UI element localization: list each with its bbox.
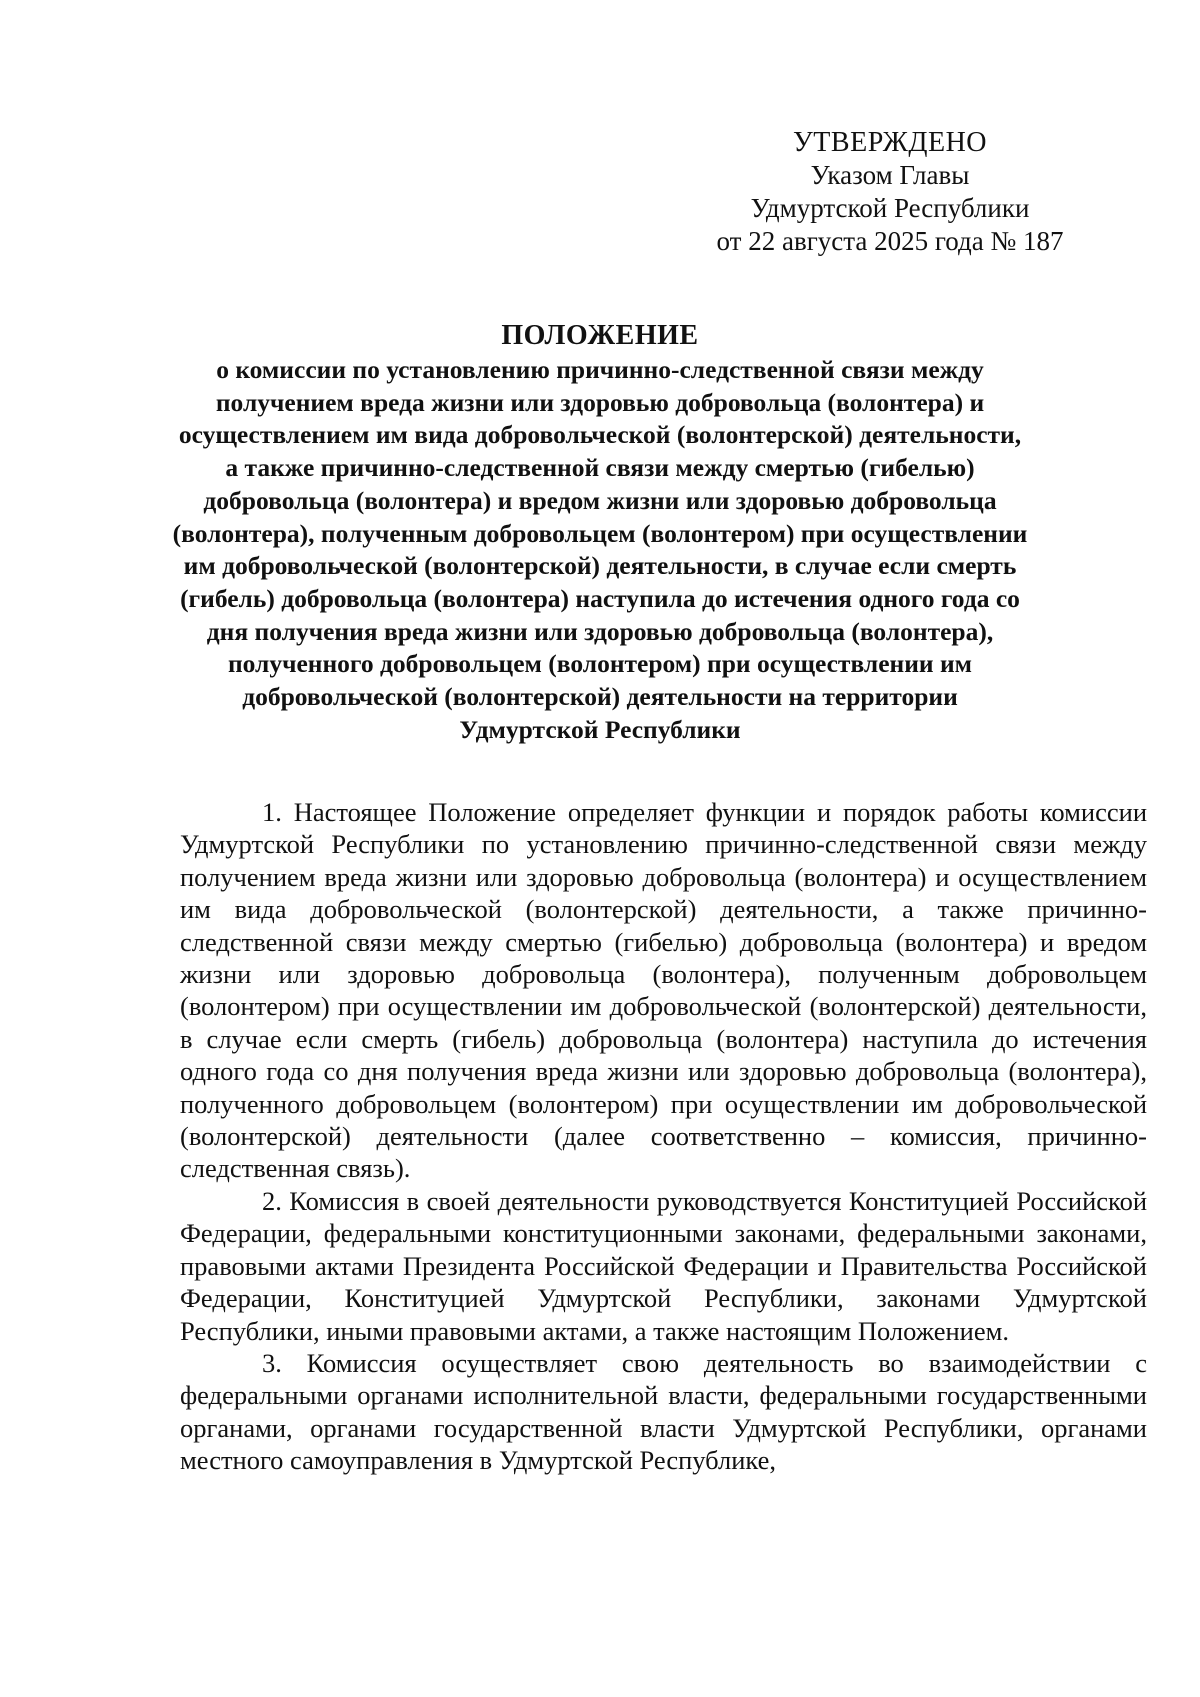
subtitle-line: получением вреда жизни или здоровью добровольца (волонтера) и — [215, 387, 985, 417]
subtitle-line: Удмуртской Республики — [459, 714, 741, 744]
subtitle-line: (гибель) добровольца (волонтера) наступила до истечения одного года со — [180, 583, 1020, 613]
subtitle-line: им добровольческой (волонтерской) деятельности, в случае если смерть — [183, 551, 1017, 581]
paragraph-2: 2. Комиссия в своей деятельности руководствуется Конституцией Российской Федерации, федеральными конституционными законами, федеральными законами, правовыми актами Президента Российской Федерации и Правительства Российской Федерации, Конституцией Удмуртской Республики, законами Удмуртской Республики, иными правовыми актами, а также настоящим Положением. — [180, 1185, 1147, 1346]
subtitle-line: полученного добровольцем (волонтером) при осуществлении им — [227, 649, 973, 679]
subtitle-line: о комиссии по установлению причинно-следственной связи между — [216, 355, 984, 384]
subtitle-line: а также причинно-следственной связи между смертью (гибелью) — [225, 453, 975, 483]
paragraph-3: 3. Комиссия осуществляет свою деятельность во взаимодействии с федеральными органами исполнительной власти, федеральными государственными органами, органами государственной власти Удмуртской Республики, органами местного самоуправления в Удмуртской Республике, — [180, 1347, 1147, 1476]
subtitle-line: дня получения вреда жизни или здоровью добровольца (волонтера), — [206, 616, 994, 646]
document-title: ПОЛОЖЕНИЕ — [501, 320, 699, 351]
approval-stamp — [690, 126, 1090, 258]
subtitle-line: добровольца (волонтера) и вредом жизни или здоровью добровольца — [203, 485, 997, 515]
document-title-block — [150, 318, 1050, 746]
document-body — [180, 796, 1147, 1477]
approval-issuer: Указом Главы — [810, 160, 970, 190]
document-subtitle — [150, 354, 1050, 746]
subtitle-line: (волонтера), полученным добровольцем (волонтером) при осуществлении — [172, 518, 1028, 548]
paragraph-1: 1. Настоящее Положение определяет функции и порядок работы комиссии Удмуртской Республики по установлению причинно-следственной связи между получением вреда жизни или здоровью добровольца (волонтера) и осуществлением им вида добровольческой (волонтерской) деятельности, а также причинно-следственной связи между смертью (гибелью) добровольца (волонтера) и вредом жизни или здоровью добровольца (волонтера), полученным добровольцем (волонтером) при осуществлении им добровольческой (волонтерской) деятельности, в случае если смерть (гибель) добровольца (волонтера) наступила до истечения одного года со дня получения вреда жизни или здоровью добровольца (волонтера), полученного добровольцем (волонтером) при осуществлении им добровольческой (волонтерской) деятельности (далее соответственно – комиссия, причинно-следственная связь). — [180, 797, 1147, 1184]
subtitle-line: добровольческой (волонтерской) деятельности на территории — [242, 682, 958, 712]
approval-date-number: от 22 августа 2025 года № 187 — [716, 226, 1064, 256]
approval-heading: УТВЕРЖДЕНО — [792, 127, 988, 158]
subtitle-line: осуществлением им вида добровольческой (волонтерской) деятельности, — [178, 420, 1022, 450]
approval-region: Удмуртской Республики — [750, 193, 1030, 223]
